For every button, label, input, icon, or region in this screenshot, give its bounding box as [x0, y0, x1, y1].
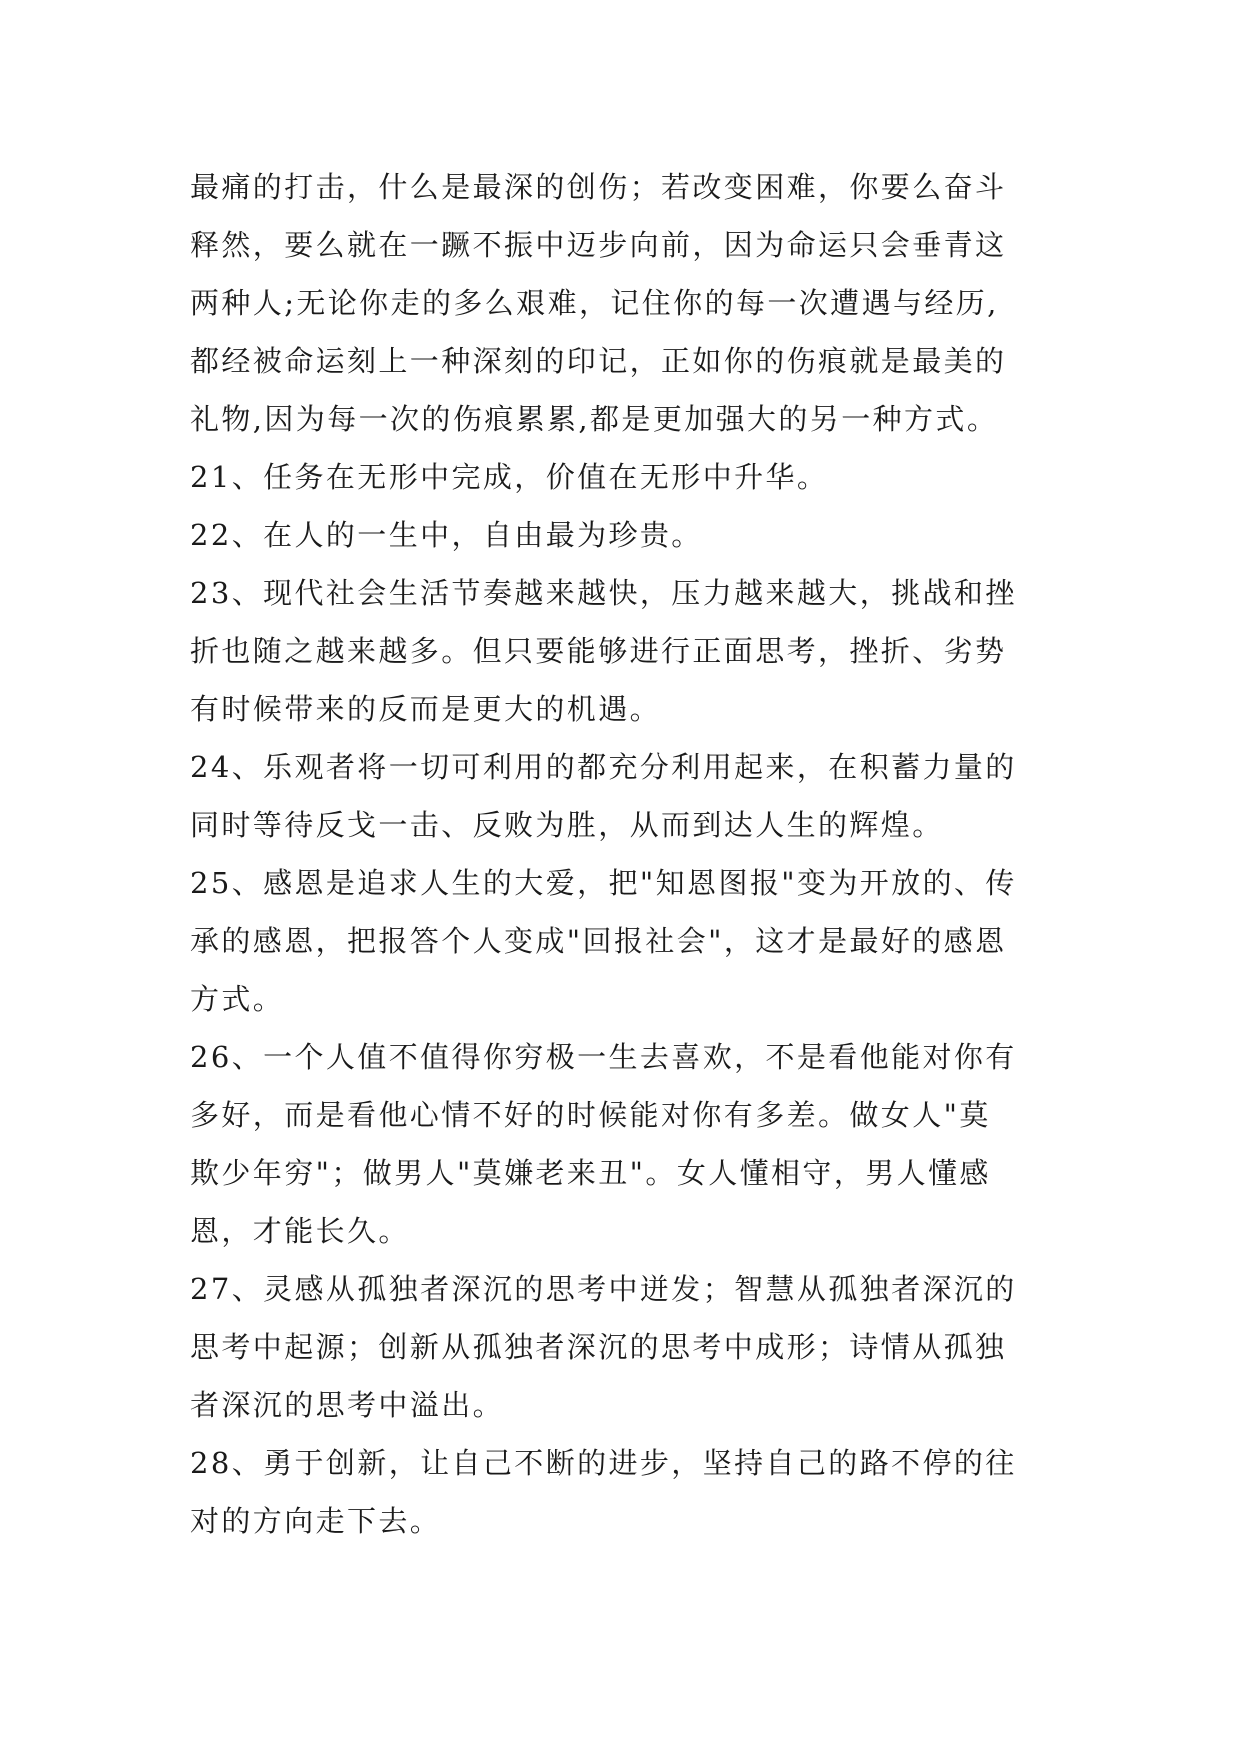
text-line: 释然，要么就在一蹶不振中迈步向前，因为命运只会垂青这: [190, 228, 1007, 262]
document-body: [190, 158, 1056, 1550]
text-line: 方式。: [190, 982, 285, 1016]
text-line: 礼物,因为每一次的伤痕累累,都是更加强大的另一种方式。: [190, 402, 999, 436]
text-line: 有时候带来的反而是更大的机遇。: [190, 692, 662, 726]
text-line: 恩，才能长久。: [190, 1214, 410, 1248]
item-22: 22、在人的一生中，自由最为珍贵。: [190, 518, 703, 552]
text-line: 多好，而是看他心情不好的时候能对你有多差。做女人"莫: [190, 1098, 991, 1132]
item-21: 21、任务在无形中完成，价值在无形中升华。: [190, 460, 829, 494]
item-28: 28、勇于创新，让自己不断的进步，坚持自己的路不停的往: [190, 1446, 1017, 1480]
text-line: 欺少年穷"；做男人"莫嫌老来丑"。女人懂相守，男人懂感: [190, 1156, 991, 1190]
item-25: 25、感恩是追求人生的大爱，把"知恩图报"变为开放的、传: [190, 866, 1017, 900]
text-line: 对的方向走下去。: [190, 1504, 442, 1538]
text-line: 两种人;无论你走的多么艰难，记住你的每一次遭遇与经历,: [190, 286, 999, 320]
item-27: 27、灵感从孤独者深沉的思考中迸发；智慧从孤独者深沉的: [190, 1272, 1017, 1306]
item-23: 23、现代社会生活节奏越来越快，压力越来越大，挑战和挫: [190, 576, 1017, 610]
text-line: 最痛的打击，什么是最深的创伤；若改变困难，你要么奋斗: [190, 170, 1007, 204]
text-line: 承的感恩，把报答个人变成"回报社会"，这才是最好的感恩: [190, 924, 1007, 958]
text-line: 都经被命运刻上一种深刻的印记，正如你的伤痕就是最美的: [190, 344, 1007, 378]
text-line: 思考中起源；创新从孤独者深沉的思考中成形；诗情从孤独: [190, 1330, 1007, 1364]
text-line: 同时等待反戈一击、反败为胜，从而到达人生的辉煌。: [190, 808, 944, 842]
item-26: 26、一个人值不值得你穷极一生去喜欢，不是看他能对你有: [190, 1040, 1017, 1074]
text-line: 者深沉的思考中溢出。: [190, 1388, 505, 1422]
item-24: 24、乐观者将一切可利用的都充分利用起来，在积蓄力量的: [190, 750, 1017, 784]
text-line: 折也随之越来越多。但只要能够进行正面思考，挫折、劣势: [190, 634, 1007, 668]
